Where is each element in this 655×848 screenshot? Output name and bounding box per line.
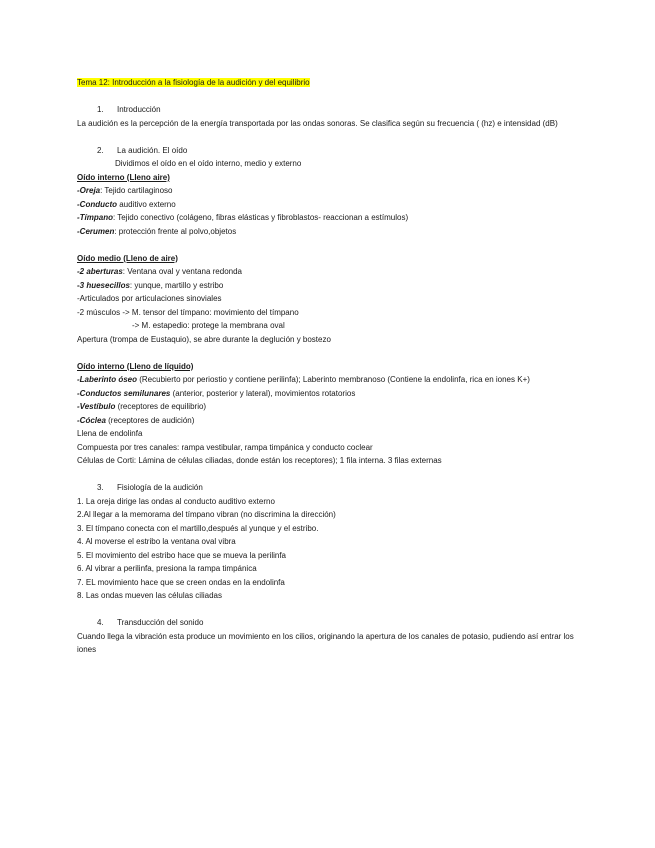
- section-heading-fisio: 3. Fisiología de la audición: [97, 483, 203, 492]
- list-item: -Articulados por articulaciones sinoviales: [77, 294, 222, 303]
- list-item: 8. Las ondas mueven las células ciliadas: [77, 591, 222, 600]
- transduccion-paragraph: Cuando llega la vibración esta produce un movimiento en los cilios, originando la apertura de los canales de potasio, pudiendo así entrar los iones: [77, 631, 574, 654]
- list-item: -Conducto auditivo externo: [77, 199, 176, 209]
- list-item: -2 músculos -> M. tensor del tímpano: movimiento del tímpano: [77, 307, 299, 317]
- list-item: 5. El movimiento del estribo hace que se mueva la perilinfa: [77, 550, 286, 560]
- list-item: Células de Corti: Lámina de células ciliadas, donde están los receptores); 1 fila interna. 3 filas externas: [77, 456, 442, 465]
- list-item: 6. Al vibrar a perilinfa, presiona la rampa timpánica: [77, 564, 257, 573]
- list-item: 1. La oreja dirige las ondas al conducto auditivo externo: [77, 496, 275, 506]
- list-item: Apertura (trompa de Eustaquio), se abre durante la deglución y bostezo: [77, 334, 331, 344]
- list-item: -Vestíbulo (receptores de equilibrio): [77, 402, 207, 411]
- list-item: -Laberinto óseo (Recubierto por periostio y contiene perilinfa); Laberinto membranoso (Contiene la endolinfa, rica en iones K+): [77, 375, 530, 384]
- section-heading-intro: 1. Introducción: [97, 105, 161, 114]
- oido-medio-title: Oído medio (Lleno de aire): [77, 253, 178, 263]
- list-item: -Oreja: Tejido cartilaginoso: [77, 186, 173, 195]
- section-heading-oido: 2. La audición. El oído: [97, 145, 188, 155]
- list-item: 4. Al moverse el estribo la ventana oval vibra: [77, 537, 236, 546]
- intro-paragraph: La audición es la percepción de la energía transportada por las ondas sonoras. Se clasifica según su frecuencia ( (hz) e intensidad (dB): [77, 118, 558, 128]
- document-page: [77, 76, 577, 657]
- list-item: Llena de endolinfa: [77, 429, 143, 438]
- oido-externo-title: Oído interno (Lleno aire): [77, 172, 170, 182]
- list-item: 2.Al llegar a la memorama del tímpano vibran (no discrimina la dirección): [77, 510, 336, 519]
- list-item: 3. El tímpano conecta con el martillo,después al yunque y el estribo.: [77, 523, 319, 533]
- list-item: -Tímpano: Tejido conectivo (colágeno, fibras elásticas y fibroblastos- reaccionan a estímulos): [77, 213, 409, 222]
- oido-subtext: Dividimos el oído en el oído interno, medio y externo: [115, 159, 302, 168]
- list-item: -Conductos semilunares (anterior, posterior y lateral), movimientos rotatorios: [77, 388, 356, 398]
- oido-interno-title: Oído interno (Lleno de líquido): [77, 361, 194, 371]
- list-item: -> M. estapedio: protege la membrana oval: [132, 321, 285, 330]
- list-item: 7. EL movimiento hace que se creen ondas en la endolinfa: [77, 577, 285, 587]
- section-heading-transduccion: 4. Transducción del sonido: [97, 618, 204, 627]
- list-item: -Cóclea (receptores de audición): [77, 415, 195, 425]
- list-item: -3 huesecillos: yunque, martillo y estribo: [77, 280, 224, 290]
- document-title: Tema 12: Introducción a la fisiología de la audición y del equilibrio: [77, 78, 310, 87]
- list-item: -Cerumen: protección frente al polvo,objetos: [77, 226, 237, 236]
- list-item: -2 aberturas: Ventana oval y ventana redonda: [77, 267, 242, 276]
- list-item: Compuesta por tres canales: rampa vestibular, rampa timpánica y conducto coclear: [77, 442, 373, 452]
